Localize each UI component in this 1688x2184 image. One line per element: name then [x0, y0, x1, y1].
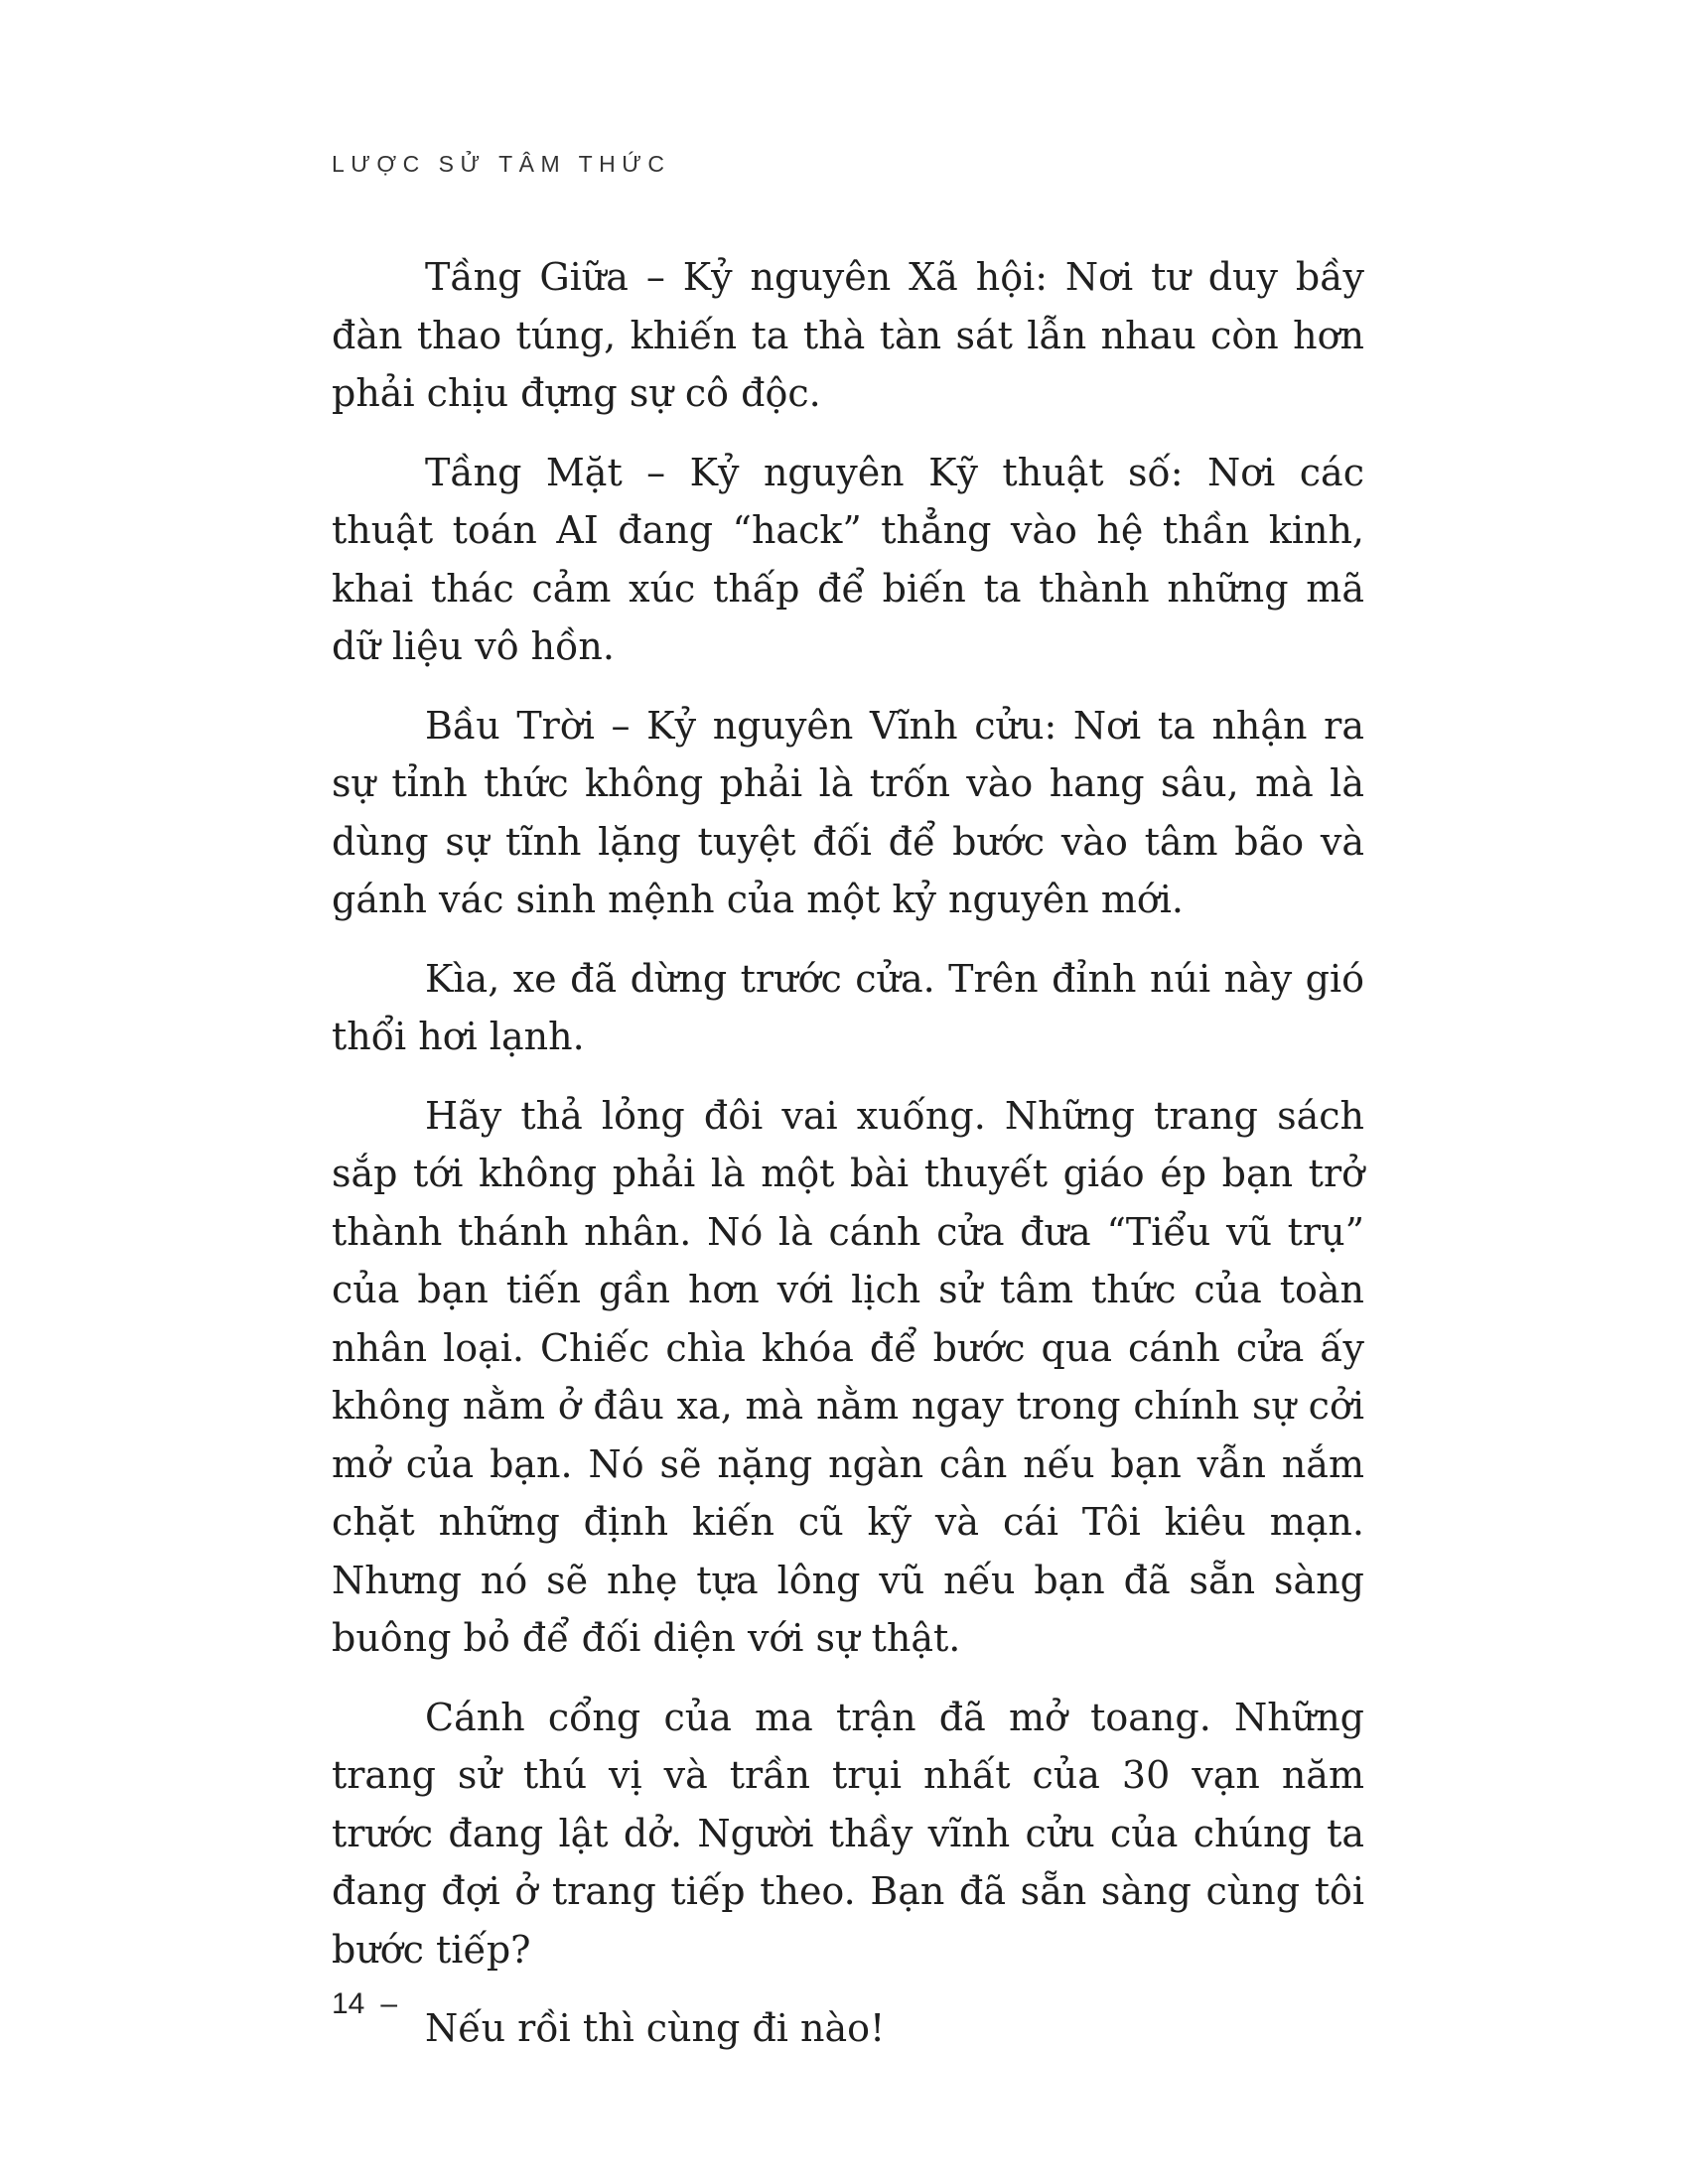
page-number: 14 [332, 1987, 365, 2020]
paragraph: Kìa, xe đã dừng trước cửa. Trên đỉnh núi này gió thổi hơi lạnh. [332, 956, 1364, 1058]
paragraph: Hãy thả lỏng đôi vai xuống. Những trang sách sắp tới không phải là một bài thuyết giáo ép bạn trở thành thánh nhân. Nó là cánh cửa đưa “Tiểu vũ trụ” của bạn tiến gần hơn với lịch sử tâm thức của toàn nhân loại. Chiếc chìa khóa để bước qua cánh cửa ấy không nằm ở đâu xa, mà nằm ngay trong chính sự cởi mở của bạn. Nó sẽ nặng ngàn cân nếu bạn vẫn nắm chặt những định kiến cũ kỹ và cái Tôi kiêu mạn. Nhưng nó sẽ nhẹ tựa lông vũ nếu bạn đã sẵn sàng buông bỏ để đối diện với sự thật. [332, 1093, 1364, 1660]
paragraph: Tầng Mặt – Kỷ nguyên Kỹ thuật số: Nơi các thuật toán AI đang “hack” thẳng vào hệ thần kinh, khai thác cảm xúc thấp để biến ta thành những mã dữ liệu vô hồn. [332, 450, 1364, 668]
page-footer [332, 1987, 397, 2021]
paragraph: Cánh cổng của ma trận đã mở toang. Những trang sử thú vị và trần trụi nhất của 30 vạn năm trước đang lật dở. Người thầy vĩnh cửu của chúng ta đang đợi ở trang tiếp theo. Bạn đã sẵn sàng cùng tôi bước tiếp? [332, 1695, 1364, 1972]
paragraph: Bầu Trời – Kỷ nguyên Vĩnh cửu: Nơi ta nhận ra sự tỉnh thức không phải là trốn vào hang sâu, mà là dùng sự tĩnh lặng tuyệt đối để bước vào tâm bão và gánh vác sinh mệnh của một kỷ nguyên mới. [332, 703, 1364, 921]
paragraph: Nếu rồi thì cùng đi nào! [425, 2006, 886, 2050]
running-header: LƯỢC SỬ TÂM THỨC [332, 151, 671, 177]
body-text [332, 248, 1364, 2079]
paragraph: Tầng Giữa – Kỷ nguyên Xã hội: Nơi tư duy bầy đàn thao túng, khiến ta thà tàn sát lẫn nhau còn hơn phải chịu đựng sự cô độc. [332, 255, 1364, 415]
page-number-dash: – [380, 1987, 398, 2020]
